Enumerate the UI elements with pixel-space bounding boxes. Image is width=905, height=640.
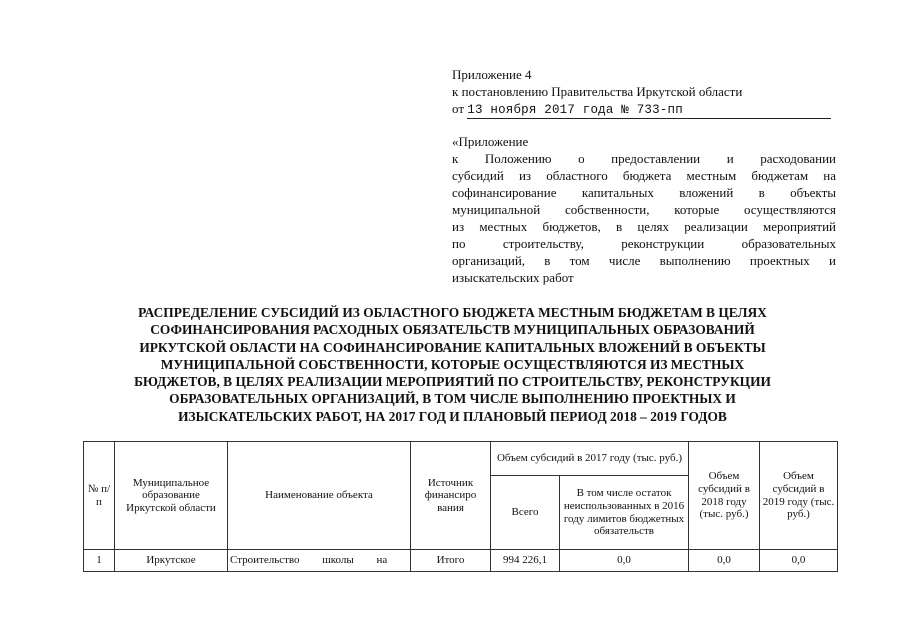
appendix-header	[452, 66, 836, 119]
cell-object: Строительство школы на	[228, 550, 411, 572]
title-line: ИРКУТСКОЙ ОБЛАСТИ НА СОФИНАНСИРОВАНИЕ КАПИТАЛЬНЫХ ВЛОЖЕНИЙ В ОБЪЕКТЫ	[139, 339, 766, 355]
title-line: ИЗЫСКАТЕЛЬСКИХ РАБОТ, НА 2017 ГОД И ПЛАНОВЫЙ ПЕРИОД 2018 – 2019 ГОДОВ	[178, 408, 727, 424]
cell-2019: 0,0	[760, 550, 838, 572]
header-num: № п/п	[84, 442, 115, 550]
date-prefix: от	[452, 101, 465, 116]
header-volume-2019: Объем субсидий в 2019 году (тыс. руб.)	[760, 442, 838, 550]
header-volume-2018: Объем субсидий в 2018 году (тыс. руб.)	[689, 442, 760, 550]
table-row	[84, 550, 838, 572]
cell-total: 994 226,1	[491, 550, 560, 572]
annex-line: организаций, в том числе выполнению проектных и	[452, 253, 836, 268]
title-line: СОФИНАНСИРОВАНИЯ РАСХОДНЫХ ОБЯЗАТЕЛЬСТВ МУНИЦИПАЛЬНЫХ ОБРАЗОВАНИЙ	[150, 322, 755, 338]
annex-block	[452, 133, 836, 286]
title-line: ОБРАЗОВАТЕЛЬНЫХ ОРГАНИЗАЦИЙ, В ТОМ ЧИСЛЕ ВЫПОЛНЕНИЮ ПРОЕКТНЫХ И	[169, 391, 736, 407]
annex-line: к Положению о предоставлении и расходовании	[452, 151, 836, 166]
annex-line: субсидий из областного бюджета местным бюджетам на	[452, 168, 836, 183]
header-municipality: Муниципальное образование Иркутской области	[115, 442, 228, 550]
annex-title: «Приложение	[452, 134, 529, 149]
title-line: БЮДЖЕТОВ, В ЦЕЛЯХ РЕАЛИЗАЦИИ МЕРОПРИЯТИЙ ПО СТРОИТЕЛЬСТВУ, РЕКОНСТРУКЦИИ	[134, 374, 771, 390]
header-source: Источник финансиро вания	[411, 442, 491, 550]
annex-line: муниципальной собственности, которые осуществляются	[452, 202, 836, 217]
title-line: РАСПРЕДЕЛЕНИЕ СУБСИДИЙ ИЗ ОБЛАСТНОГО БЮДЖЕТА МЕСТНЫМ БЮДЖЕТАМ В ЦЕЛЯХ	[138, 305, 767, 320]
cell-2018: 0,0	[689, 550, 760, 572]
cell-remainder: 0,0	[560, 550, 689, 572]
header-object: Наименование объекта	[228, 442, 411, 550]
cell-source: Итого	[411, 550, 491, 572]
resolution-date: 13 ноября 2017 года № 733-пп	[467, 103, 683, 117]
date-underline	[467, 101, 831, 119]
subsidy-table	[83, 441, 838, 572]
cell-municipality: Иркутское	[115, 550, 228, 572]
cell-num: 1	[84, 550, 115, 572]
annex-line: по строительству, реконструкции образовательных	[452, 236, 836, 251]
document-title	[80, 304, 825, 425]
resolution-reference: к постановлению Правительства Иркутской области	[452, 84, 743, 99]
title-line: МУНИЦИПАЛЬНОЙ СОБСТВЕННОСТИ, КОТОРЫЕ ОСУЩЕСТВЛЯЮТСЯ ИЗ МЕСТНЫХ	[160, 356, 745, 372]
resolution-date-line	[452, 100, 836, 119]
header-volume-2017: Объем субсидий в 2017 году (тыс. руб.)	[491, 442, 689, 476]
annex-line: изыскательских работ	[452, 270, 574, 285]
header-total: Всего	[491, 476, 560, 550]
header-remainder: В том числе остаток неиспользованных в 2016 году лимитов бюджетных обязательств	[560, 476, 689, 550]
annex-line: из местных бюджетов, в целях реализации мероприятий	[452, 219, 836, 234]
appendix-number: Приложение 4	[452, 67, 532, 82]
annex-line: софинансирование капитальных вложений в объекты	[452, 185, 836, 200]
